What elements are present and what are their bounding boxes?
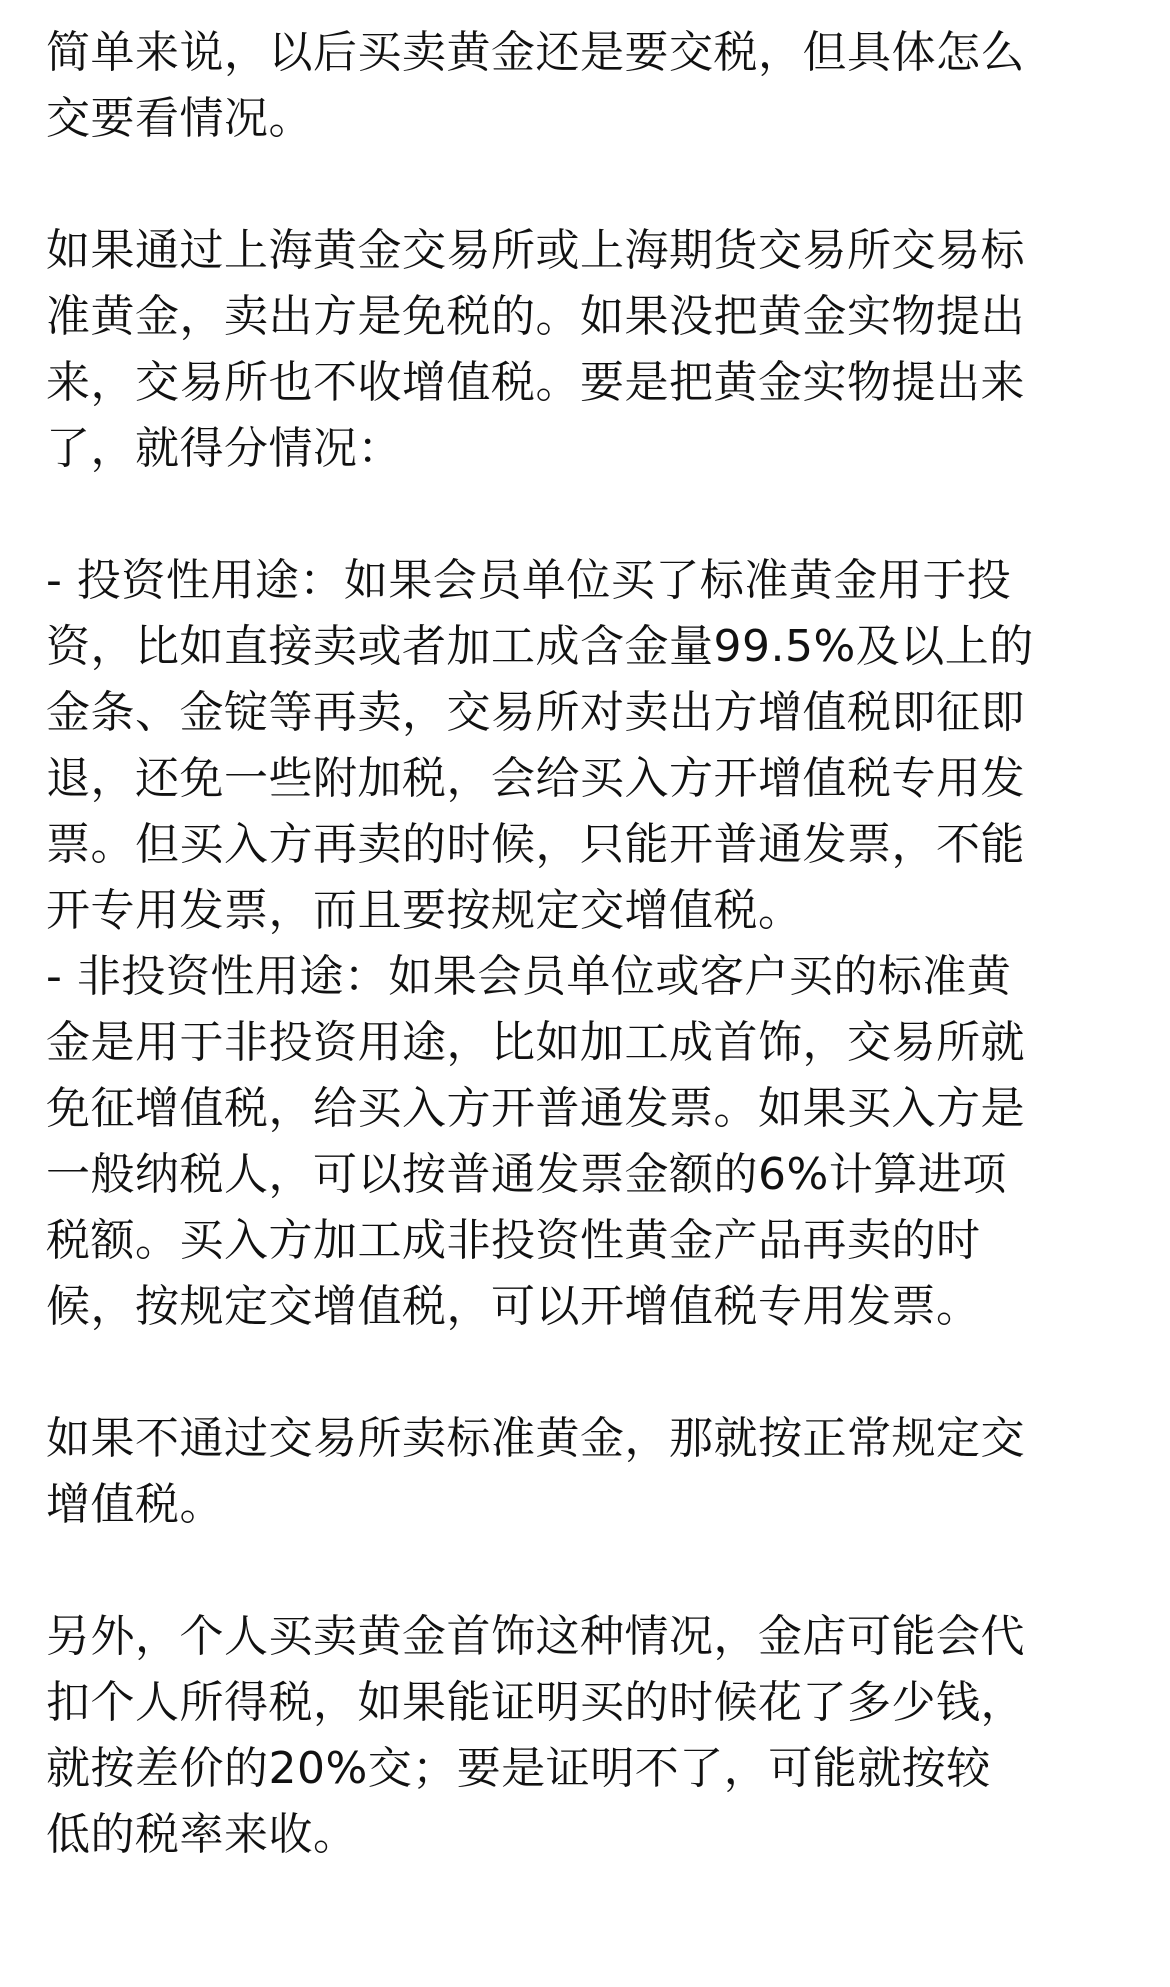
text-line: 扣个人所得税，如果能证明买的时候花了多少钱， [46, 1677, 1025, 1728]
text-line: 低的税率来收。 [46, 1809, 358, 1860]
paragraph-intro [46, 20, 1136, 152]
paragraph-spacer [46, 1340, 1136, 1406]
text-line: 税额。买入方加工成非投资性黄金产品再卖的时 [46, 1215, 981, 1266]
text-line: 候，按规定交增值税，可以开增值税专用发票。 [46, 1281, 981, 1332]
paragraph-spacer [46, 1538, 1136, 1604]
text-line: 另外，个人买卖黄金首饰这种情况，金店可能会代 [46, 1611, 1025, 1662]
paragraph-spacer [46, 152, 1136, 218]
text-line: 如果通过上海黄金交易所或上海期货交易所交易标 [46, 225, 1025, 276]
text-line: 交要看情况。 [46, 93, 313, 144]
text-line: 如果不通过交易所卖标准黄金，那就按正常规定交 [46, 1413, 1025, 1464]
text-line: 金是用于非投资用途，比如加工成首饰，交易所就 [46, 1017, 1025, 1068]
text-line: 开专用发票，而且要按规定交增值税。 [46, 885, 803, 936]
text-line: 一般纳税人，可以按普通发票金额的6%计算进项 [46, 1149, 1007, 1200]
text-line: 票。但买入方再卖的时候，只能开普通发票，不能 [46, 819, 1025, 870]
text-line: 准黄金，卖出方是免税的。如果没把黄金实物提出 [46, 291, 1025, 342]
paragraph-non-exchange [46, 1406, 1136, 1538]
text-line: 来，交易所也不收增值税。要是把黄金实物提出来 [46, 357, 1025, 408]
text-line: 免征增值税，给买入方开普通发票。如果买入方是 [46, 1083, 1025, 1134]
text-line: 就按差价的20%交；要是证明不了，可能就按较 [46, 1743, 991, 1794]
text-line: - 投资性用途：如果会员单位买了标准黄金用于投 [46, 555, 1012, 606]
paragraph-personal-jewelry [46, 1604, 1136, 1868]
paragraph-spacer [46, 482, 1136, 548]
text-line: 金条、金锭等再卖，交易所对卖出方增值税即征即 [46, 687, 1025, 738]
article-body [46, 20, 1136, 1868]
text-line: 简单来说，以后买卖黄金还是要交税，但具体怎么 [46, 27, 1025, 78]
text-line: - 非投资性用途：如果会员单位或客户买的标准黄 [46, 951, 1012, 1002]
text-line: 了，就得分情况： [46, 423, 402, 474]
text-line: 增值税。 [46, 1479, 224, 1530]
paragraph-exchange [46, 218, 1136, 482]
text-line: 资，比如直接卖或者加工成含金量99.5%及以上的 [46, 621, 1034, 672]
paragraph-usage-cases [46, 548, 1136, 1340]
text-line: 退，还免一些附加税，会给买入方开增值税专用发 [46, 753, 1025, 804]
